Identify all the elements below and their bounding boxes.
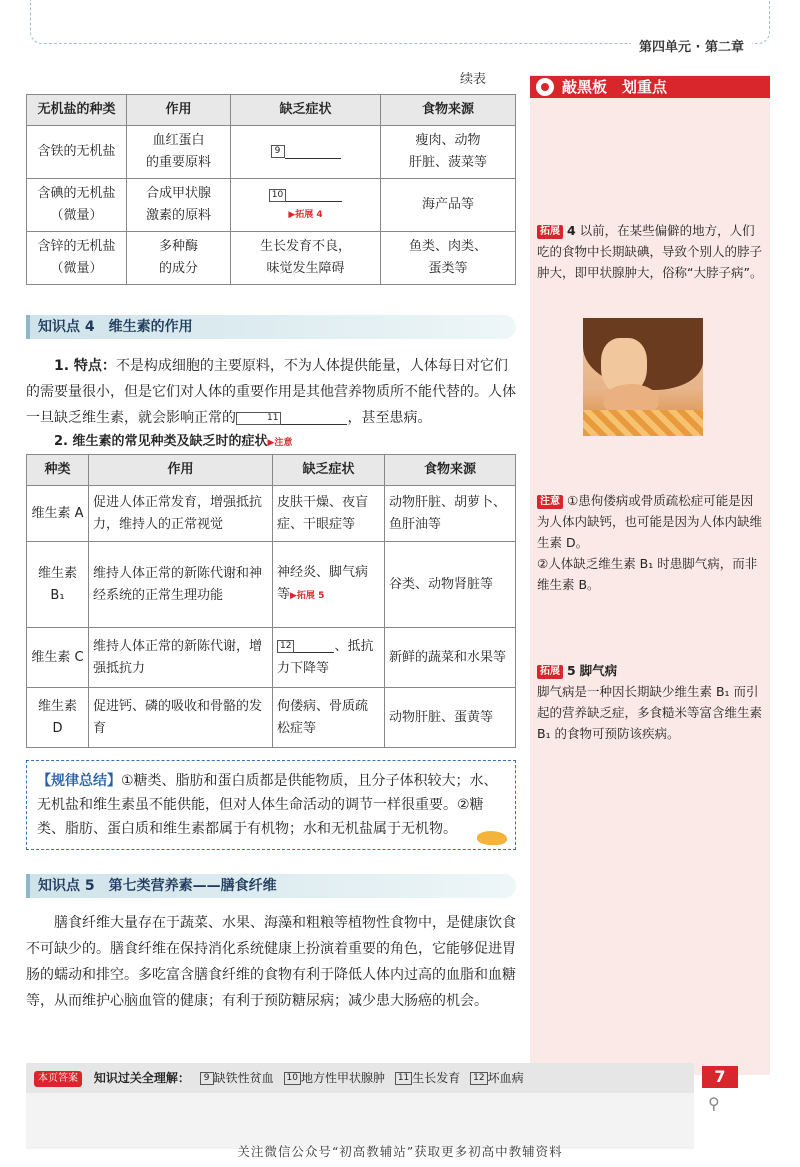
cell-type: 维生素 B₁ (27, 542, 89, 628)
section5-title: 知识点 5 第七类营养素——膳食纤维 (26, 874, 516, 898)
footer-background (26, 1093, 694, 1149)
note-text: 脚气病是一种因长期缺少维生素 B₁ 而引起的营养缺乏症，多食糙米等富含维生素 B₁ 的食物可预防该疾病。 (537, 684, 763, 741)
cell-type: 含碘的无机盐 （微量） (27, 179, 127, 232)
blank-line[interactable] (285, 145, 341, 159)
sidebar-title-text: 敲黑板 划重点 (562, 78, 668, 96)
blank-line[interactable] (286, 188, 342, 202)
cell-symptom[interactable] (231, 126, 381, 179)
cell-source: 新鲜的蔬菜和水果等 (385, 628, 516, 688)
table1-header-effect: 作用 (127, 95, 231, 126)
blank-number: 10 (269, 189, 286, 202)
cell-source: 鱼类、肉类、 蛋类等 (381, 232, 516, 285)
table2-header-symptom: 缺乏症状 (273, 455, 385, 486)
blank-number: 12 (277, 640, 294, 653)
note-number: 5 (566, 663, 576, 678)
summary-text: ①糖类、脂肪和蛋白质都是供能物质，且分子体积较大；水、无机盐和维生素虽不能供能，但对人体生命活动的调节一样很重要。②糖类、脂肪、蛋白质和维生素都属于有机物；水和无机盐属于无机物。 (37, 773, 498, 837)
note-number: 4 (566, 223, 576, 238)
cell-source: 动物肝脏、胡萝卜、鱼肝油等 (385, 486, 516, 542)
extension-link[interactable]: ▶拓展 5 (290, 591, 325, 601)
cell-symptom: 佝偻病、骨质疏松症等 (273, 688, 385, 748)
summary-tag: 【规律总结】 (37, 773, 121, 789)
cell-source: 海产品等 (381, 179, 516, 232)
microscope-icon: ⚲ (708, 1094, 720, 1113)
sidebar-note-attention (537, 490, 765, 595)
table-row (27, 542, 516, 628)
answer-item: 10 地方性甲状腺肿 (284, 1071, 385, 1085)
table-row (27, 628, 516, 688)
note-text: ①患佝偻病或骨质疏松症可能是因为人体内缺钙，也可能是因为人体内缺维生素 D。 (537, 493, 763, 550)
cell-effect: 多种酶 的成分 (127, 232, 231, 285)
attention-badge: 注意 (537, 495, 563, 509)
cell-symptom: 生长发育不良， 味觉发生障碍 (231, 232, 381, 285)
vitamin-features-paragraph (26, 353, 516, 431)
cell-source: 动物肝脏、蛋黄等 (385, 688, 516, 748)
table1-header-source: 食物来源 (381, 95, 516, 126)
unit-header: 第四单元 · 第二章 (631, 36, 752, 55)
page-answers-bar (26, 1063, 694, 1093)
cell-effect: 维持人体正常的新陈代谢，增强抵抗力 (89, 628, 273, 688)
answer-item: 12 坏血病 (470, 1071, 523, 1085)
cell-symptom[interactable]: 12 、抵抗力下降等 (273, 628, 385, 688)
table2-header-source: 食物来源 (385, 455, 516, 486)
table-row (27, 126, 516, 179)
blank-number: 9 (271, 145, 285, 158)
cell-type: 维生素 C (27, 628, 89, 688)
note-title: 脚气病 (579, 663, 618, 678)
cell-effect: 血红蛋白 的重要原料 (127, 126, 231, 179)
cell-effect: 促进钙、磷的吸收和骨骼的发育 (89, 688, 273, 748)
bottom-watermark-text: 关注微信公众号“初高教辅站”获取更多初高中教辅资料 (237, 1144, 563, 1159)
answers-label: 知识过关全理解： (93, 1071, 190, 1085)
paragraph-label: 1. 特点： (54, 358, 116, 374)
cell-source: 瘦肉、动物 肝脏、菠菜等 (381, 126, 516, 179)
answers-tag: 本页答案 (34, 1071, 82, 1087)
note-text: ②人体缺乏维生素 B₁ 时患脚气病，而非维生素 B。 (537, 556, 758, 592)
table1-header-type: 无机盐的种类 (27, 95, 127, 126)
fiber-paragraph: 膳食纤维大量存在于蔬菜、水果、海藻和粗粮等植物性食物中，是健康饮食不可缺少的。膳食纤维在保持消化系统健康上扮演着重要的角色，它能够促进胃肠的蠕动和排空。多吃富含膳食纤维的食物有利于降低人体内过高的血脂和血糖等，从而维护心脑血管的健康；有利于预防糖尿病；减少患大肠癌的机会。 (26, 915, 516, 1009)
cell-type: 维生素 D (27, 688, 89, 748)
table-row (27, 179, 516, 232)
extension-badge: 拓展 (537, 665, 563, 679)
page-number: 7 (702, 1066, 738, 1088)
cell-effect: 合成甲状腺 激素的原料 (127, 179, 231, 232)
blank-line[interactable] (294, 639, 334, 653)
table2-header-effect: 作用 (89, 455, 273, 486)
extension-link[interactable]: ▶拓展 4 (288, 209, 323, 220)
extension-badge: 拓展 (537, 225, 563, 239)
cell-effect: 维持人体正常的新陈代谢和神经系统的正常生理功能 (89, 542, 273, 628)
cell-symptom: 皮肤干燥、夜盲症、干眼症等 (273, 486, 385, 542)
note-link[interactable]: ▶注意 (267, 438, 293, 448)
paragraph-text: 不是构成细胞的主要原料，不为人体提供能量，人体每日对它们的需要量很小，但是它们对人体的重要作用是其他营养物质所不能代替的。人体一旦缺乏维生素，就会影响正常的 (26, 358, 516, 426)
fox-icon (477, 831, 507, 845)
cell-source: 谷类、动物肾脏等 (385, 542, 516, 628)
main-column (26, 60, 516, 1014)
section4-title: 知识点 4 维生素的作用 (26, 315, 516, 339)
rule-summary-box (26, 760, 516, 850)
whistle-icon (536, 78, 554, 96)
vitamin-table-heading: 2. 维生素的常见种类及缺乏时的症状▶注意 (54, 434, 293, 449)
cell-effect: 促进人体正常发育，增强抵抗力，维持人的正常视觉 (89, 486, 273, 542)
sidebar-note-extension-5 (537, 660, 765, 744)
table-row (27, 232, 516, 285)
cell-symptom[interactable] (231, 179, 381, 232)
blank-line[interactable] (281, 411, 347, 425)
paragraph-end: ，甚至患病。 (347, 410, 432, 426)
table-row (27, 486, 516, 542)
vitamins-table (26, 454, 516, 748)
cell-type: 含锌的无机盐 （微量） (27, 232, 127, 285)
blank-number: 11 (236, 412, 281, 425)
cell-type: 维生素 A (27, 486, 89, 542)
note-text: 以前，在某些偏僻的地方，人们吃的食物中长期缺碘，导致个别人的脖子肿大，即甲状腺肿大，俗称“大脖子病”。 (537, 223, 763, 280)
sidebar-title (530, 76, 770, 98)
answer-item: 11 生长发育 (395, 1071, 460, 1085)
answer-item: 9 缺铁性贫血 (200, 1071, 274, 1085)
cell-type: 含铁的无机盐 (27, 126, 127, 179)
table1-header-symptom: 缺乏症状 (231, 95, 381, 126)
minerals-table (26, 94, 516, 285)
cell-symptom: 神经炎、脚气病等▶拓展 5 (273, 542, 385, 628)
table-continued-label: 续表 (459, 72, 486, 87)
goiter-illustration (583, 318, 703, 436)
table2-header-type: 种类 (27, 455, 89, 486)
table-row (27, 688, 516, 748)
sidebar-note-extension-4 (537, 220, 765, 283)
